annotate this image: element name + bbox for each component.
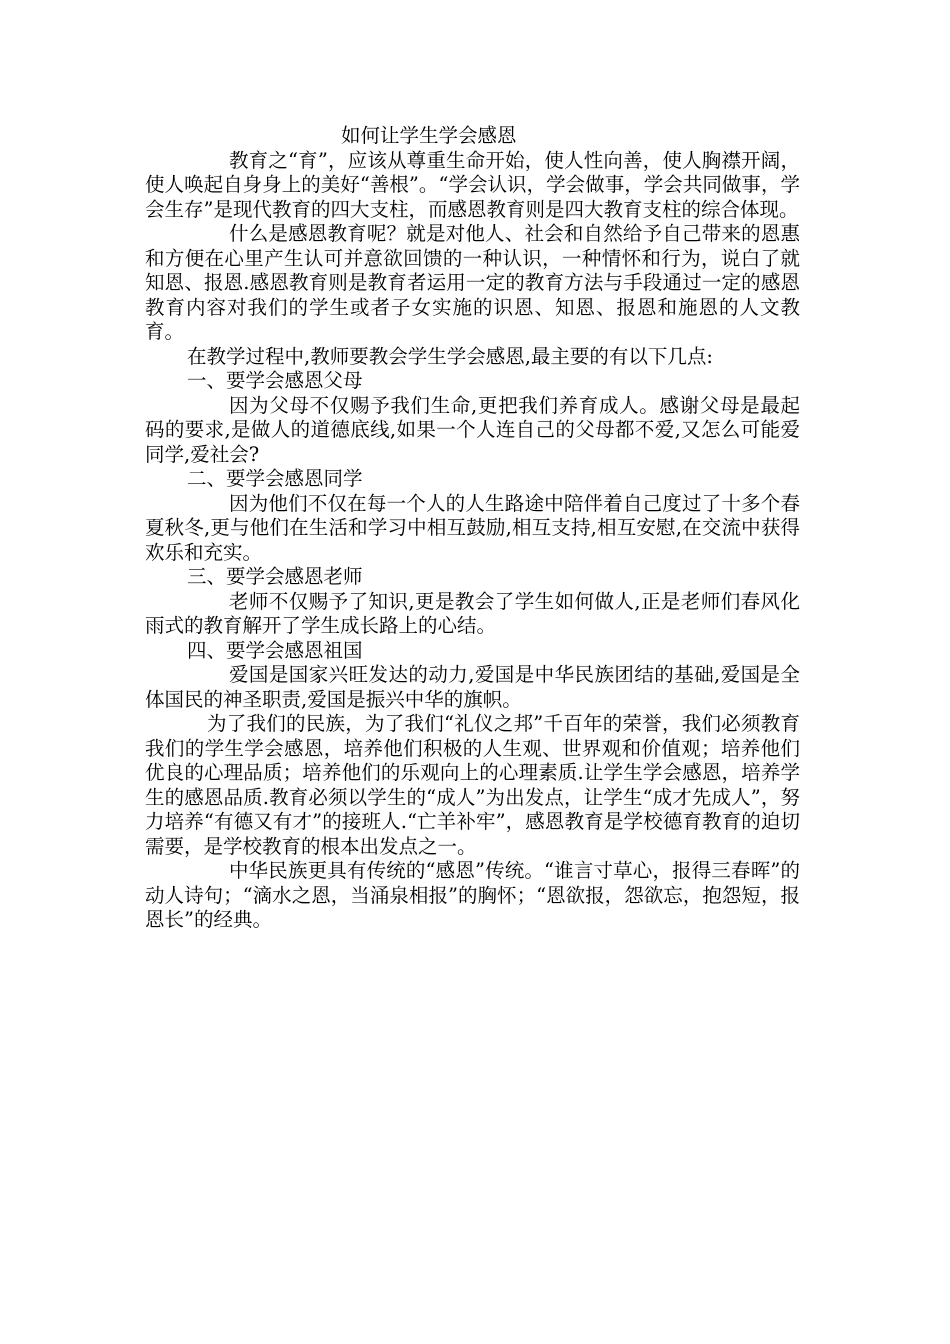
section-heading-classmates: 二、要学会感恩同学 [187,467,363,490]
document-title: 如何让学生学会感恩 [341,124,517,147]
paragraph-country: 爱国是国家兴旺发达的动力,爱国是中华民族团结的基础,爱国是全体国民的神圣职责,爱国是振兴中华的旗帜。 [145,663,800,711]
paragraph-intro: 教育之“育”，应该从尊重生命开始，使人性向善，使人胸襟开阔，使人唤起自身身上的美好“善根”。“学会认识，学会做事，学会共同做事，学会生存”是现代教育的四大支柱，而感恩教育则是四大教育支柱的综合体现。 [145,148,800,221]
paragraph-overview: 在教学过程中,教师要教会学生学会感恩,最主要的有以下几点: [187,344,713,368]
section-heading-parents: 一、要学会感恩父母 [187,369,363,392]
section-heading-teachers: 三、要学会感恩老师 [187,565,363,588]
paragraph-classmates: 因为他们不仅在每一个人的人生路途中陪伴着自己度过了十多个春夏秋冬,更与他们在生活和学习中相互鼓励,相互支持,相互安慰,在交流中获得欢乐和充实。 [145,491,800,564]
section-heading-country: 四、要学会感恩祖国 [187,638,363,662]
paragraph-definition: 什么是感恩教育呢？就是对他人、社会和自然给予自己带来的恩惠和方便在心里产生认可并意欲回馈的一种认识，一种情怀和行为，说白了就知恩、报恩.感恩教育则是教育者运用一定的教育方法与手段通过一定的感恩教育内容对我们的学生或者子女实施的识恩、知恩、报恩和施恩的人文教育。 [145,222,800,343]
paragraph-nation: 为了我们的民族，为了我们“礼仪之邦”千百年的荣誉，我们必须教育我们的学生学会感恩，培养他们积极的人生观、世界观和价值观；培养他们优良的心理品质；培养他们的乐观向上的心理素质.让学生学会感恩，培养学生的感恩品质.教育必须以学生的“成人”为出发点，让学生“成才先成人”，努力培养“有德又有才”的接班人.“亡羊补牢”，感恩教育是学校德育教育的迫切需要，是学校教育的根本出发点之一。 [145,712,800,858]
paragraph-teachers: 老师不仅赐予了知识,更是教会了学生如何做人,正是老师们春风化雨式的教育解开了学生成长路上的心结。 [145,589,800,637]
document-body [145,124,800,933]
paragraph-parents: 因为父母不仅赐予我们生命,更把我们养育成人。感谢父母是最起码的要求,是做人的道德底线,如果一个人连自己的父母都不爱,又怎么可能爱同学,爱社会? [145,393,800,466]
paragraph-tradition: 中华民族更具有传统的“感恩”传统。“谁言寸草心，报得三春晖”的动人诗句；“滴水之恩，当涌泉相报”的胸怀；“恩欲报，怨欲忘，抱怨短，报恩长”的经典。 [145,859,800,931]
